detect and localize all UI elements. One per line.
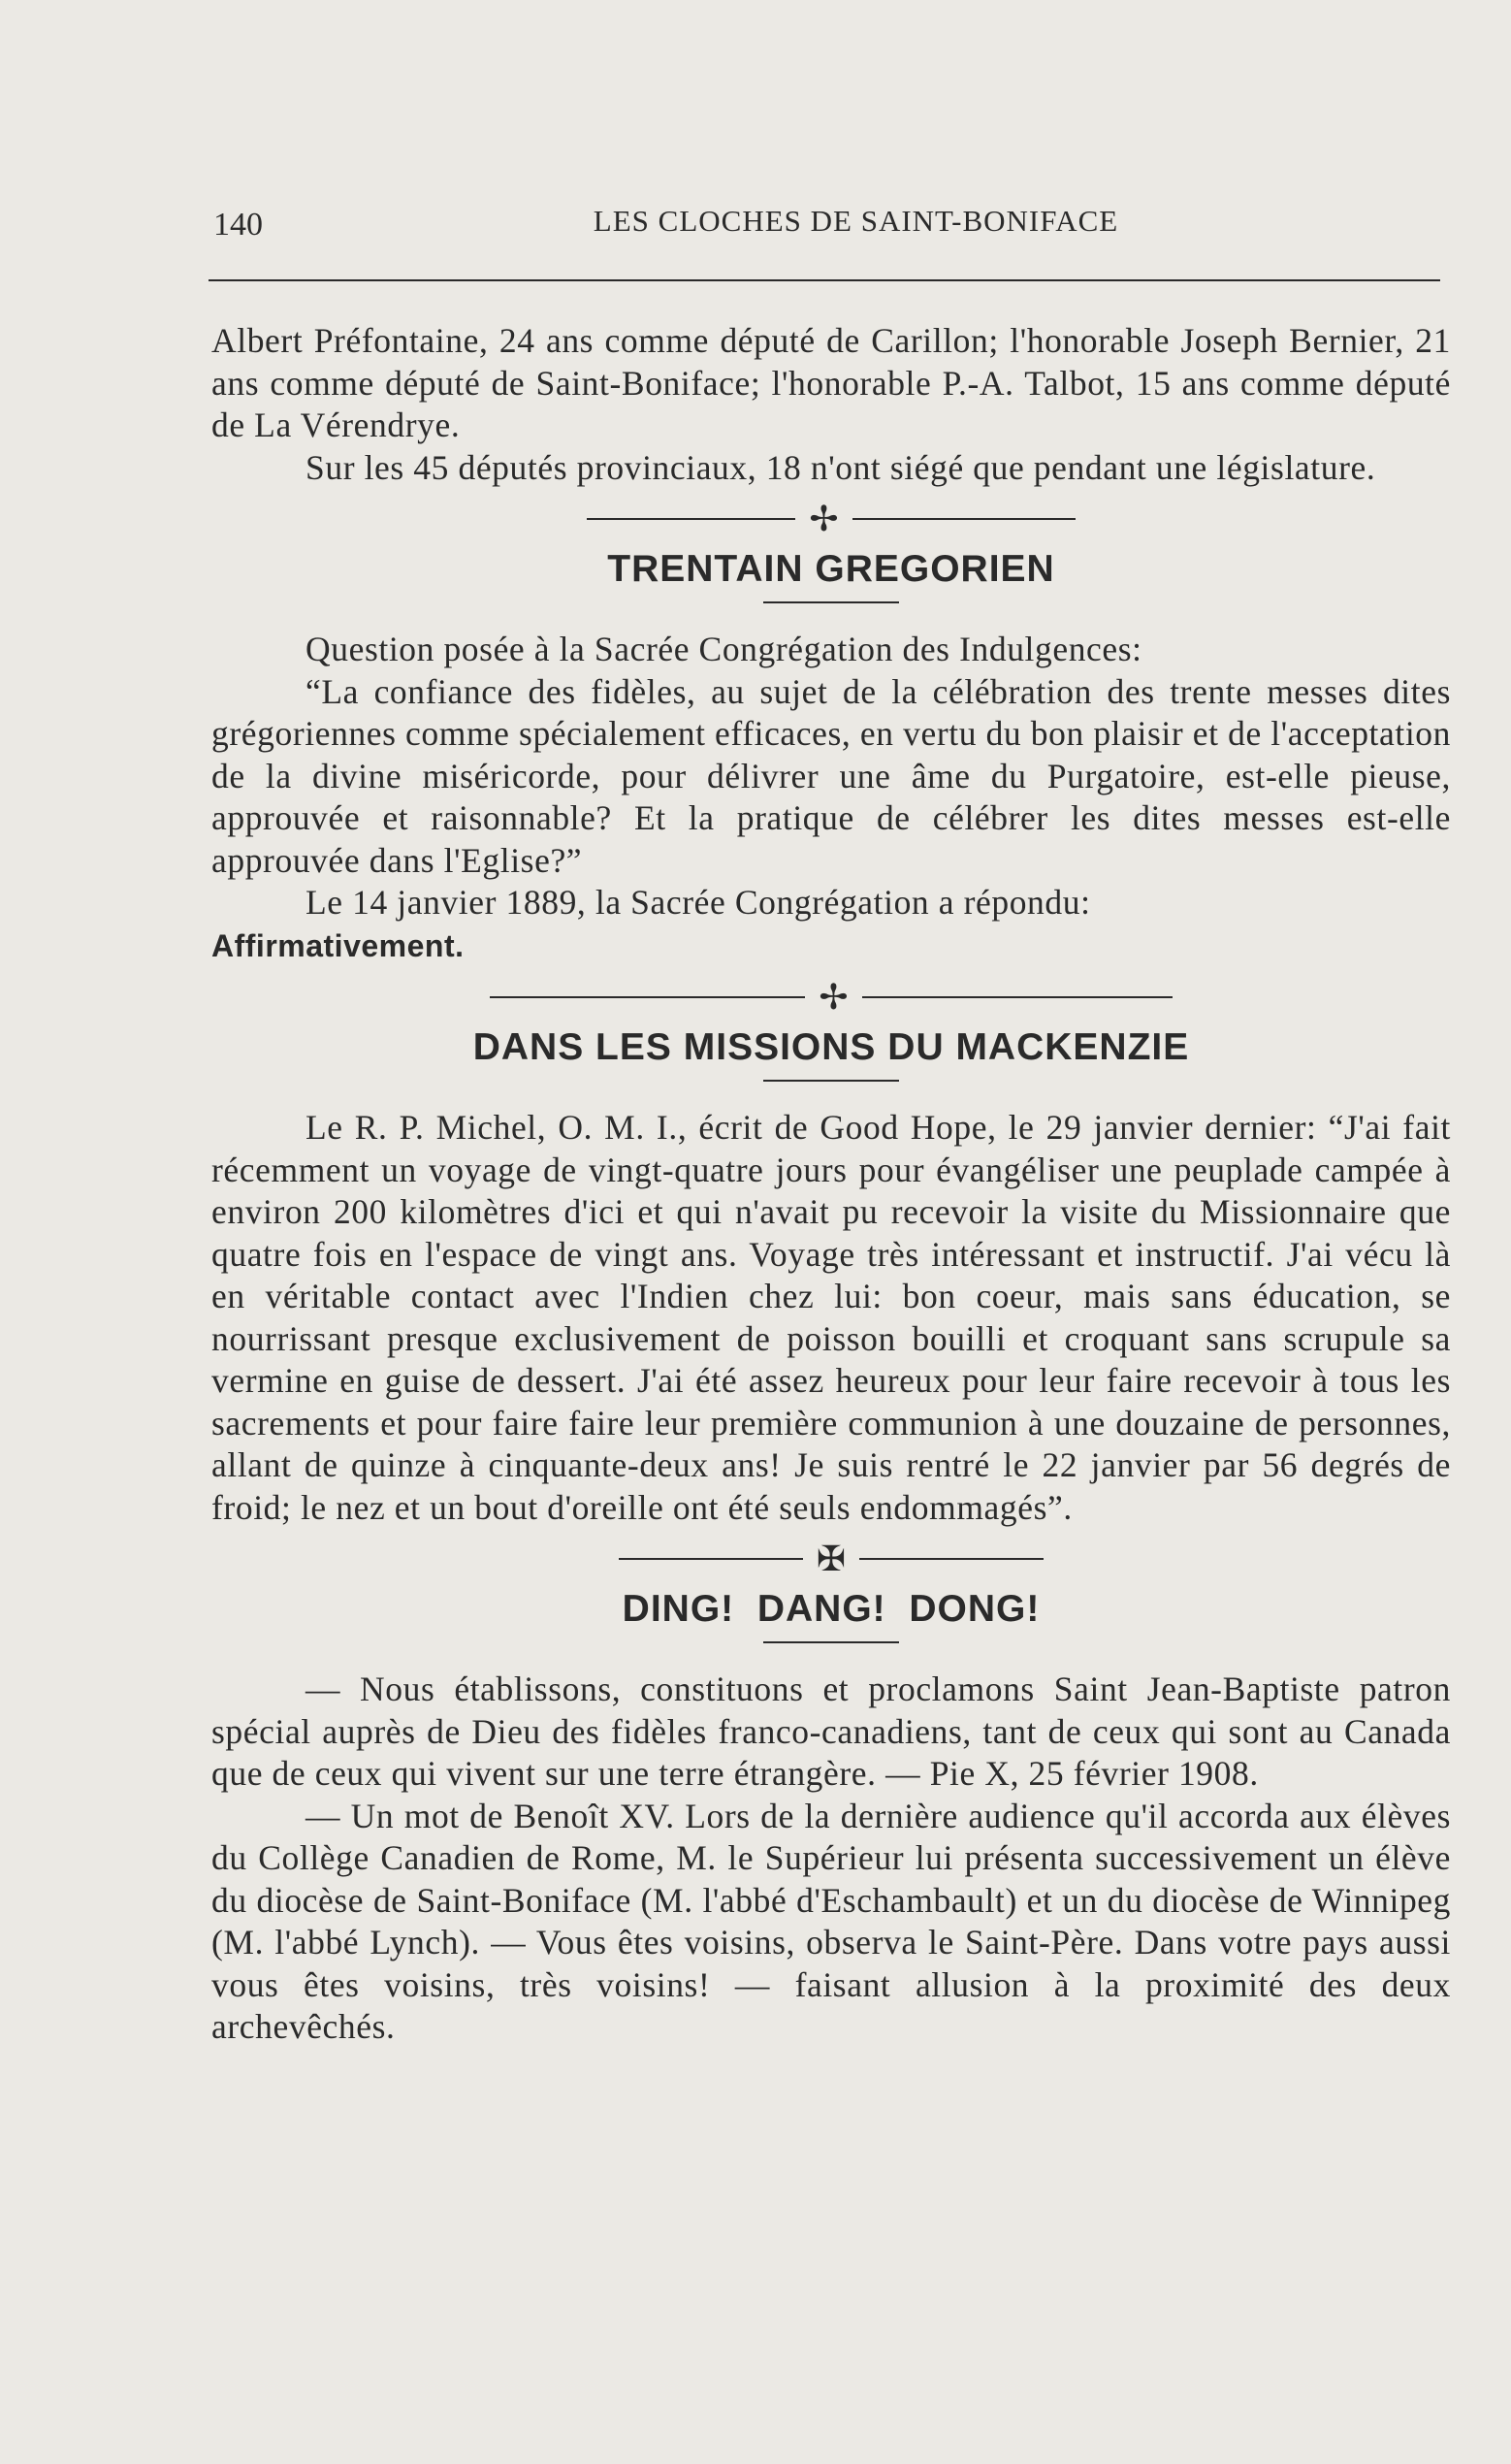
section-title-ding-dang-dong: DING! DANG! DONG! [622, 1588, 1041, 1630]
mackenzie-paragraph: Le R. P. Michel, O. M. I., écrit de Good Hope, le 29 janvier dernier: “J'ai fait récemment un voyage de vingt-quatre jours pour évangéliser une peuplade campée à environ 200 kilomètres d'ici et qui n'avait pu recevoir la visite du Missionnaire que quatre fois en l'espace de vingt ans. Voyage très intéressant et instructif. J'ai vécu là en véritable contact avec l'Indien chez lui: bon coeur, mais sans éducation, se nourrissant presque exclusivement de poisson bouilli et croquant sans scrupule sa vermine en guise de dessert. J'ai été assez heureux pour leur faire recevoir à tous les sacrements et pour faire faire leur première communion à une douzaine de personnes, allant de quinze à cinquante-deux ans! Je suis rentré le 22 janvier par 56 degrés de froid; le nez et un bout d'oreille ont été seuls endommagés”. [211, 1108, 1451, 1527]
maltese-cross-ornament-icon: ✠ [816, 1540, 847, 1578]
trentain-paragraph-1: Question posée à la Sacrée Congrégation des Indulgences: [305, 630, 1142, 668]
separator-line [490, 996, 805, 998]
separator-line [859, 1558, 1044, 1560]
section-title-mackenzie: DANS LES MISSIONS DU MACKENZIE [472, 1026, 1190, 1068]
separator-line [862, 996, 1173, 998]
section-separator [211, 1535, 1451, 1583]
header-rule [209, 279, 1440, 281]
intro-paragraph-1: Albert Préfontaine, 24 ans comme député de Carillon; l'honorable Joseph Bernier, 21 ans comme député de Saint-Boniface; l'honorable P.-A. Talbot, 15 ans comme député de La Vérendrye. [211, 321, 1451, 444]
ding-paragraph-1: — Nous établissons, constituons et proclamons Saint Jean-Baptiste patron spécial auprès de Dieu des fidèles franco-canadiens, tant de ceux qui sont au Canada que de ceux qui vivent sur une terre étrangère. — Pie X, 25 février 1908. [211, 1670, 1451, 1793]
trentain-paragraph-2: “La confiance des fidèles, au sujet de la célébration des trente messes dites grégoriennes comme spécialement efficaces, en vertu du bon plaisir et de l'acceptation de la divine miséricorde, pour délivrer une âme du Purgatoire, est-elle pieuse, approuvée et raisonnable? Et la pratique de célébrer les dites messes est-elle approuvée dans l'Eglise?” [211, 671, 1451, 880]
title-underline [763, 601, 899, 603]
trentain-paragraph-3: Le 14 janvier 1889, la Sacrée Congrégation a répondu: [305, 883, 1091, 922]
page-number: 140 [213, 207, 263, 243]
section-separator [211, 973, 1451, 1021]
separator-line [587, 518, 795, 520]
title-underline [763, 1080, 899, 1082]
section-separator [211, 495, 1451, 543]
page-header [213, 199, 1440, 247]
running-title: LES CLOCHES DE SAINT-BONIFACE [593, 204, 1119, 238]
title-underline [763, 1641, 899, 1643]
cross-ornament-icon: ✢ [809, 500, 839, 538]
section-title-trentain: TRENTAIN GREGORIEN [607, 548, 1055, 590]
ding-paragraph-2: — Un mot de Benoît XV. Lors de la dernière audience qu'il accorda aux élèves du Collège Canadien de Rome, M. le Supérieur lui présenta successivement un élève du diocèse de Saint-Boniface (M. l'abbé d'Eschambault) et un du diocèse de Winnipeg (M. l'abbé Lynch). — Vous êtes voisins, observa le Saint-Père. Dans votre pays aussi vous êtes voisins, très voisins! — faisant allusion à la proximité des deux archevêchés. [211, 1796, 1451, 2046]
separator-line [852, 518, 1076, 520]
cross-ornament-icon: ✢ [819, 978, 849, 1017]
trentain-answer: Affirmativement. [211, 927, 465, 963]
intro-paragraph-2: Sur les 45 députés provinciaux, 18 n'ont siégé que pendant une législature. [305, 447, 1376, 487]
page-content [211, 320, 1451, 2049]
separator-line [619, 1558, 803, 1560]
